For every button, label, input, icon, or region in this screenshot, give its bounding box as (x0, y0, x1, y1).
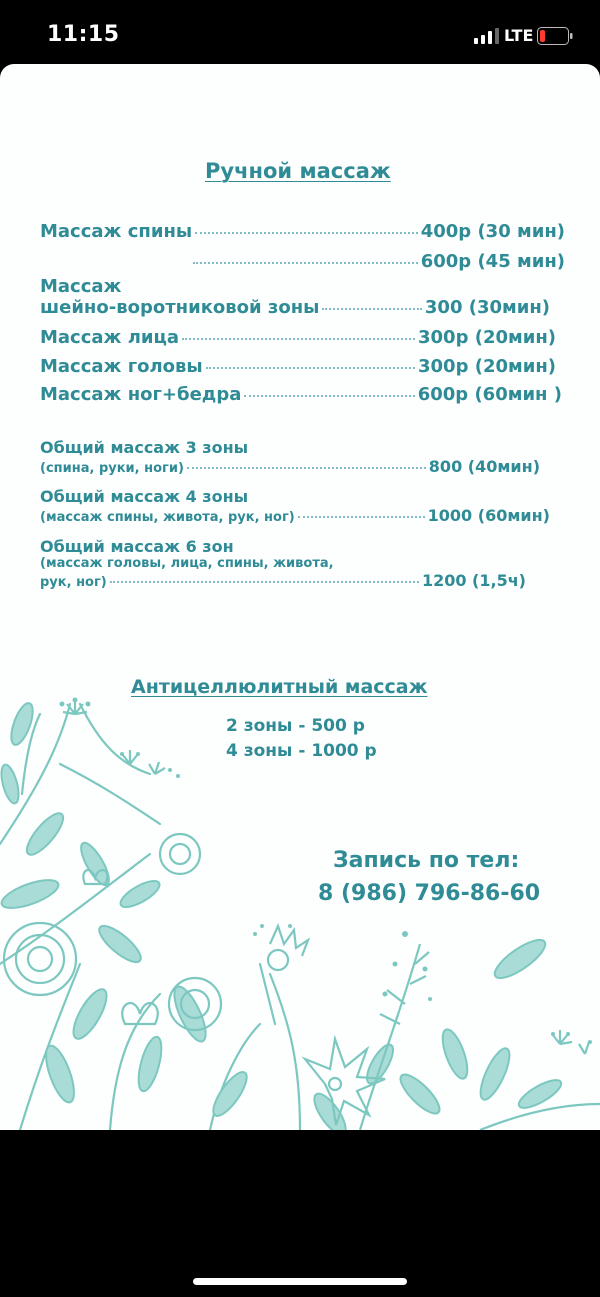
manual-massage-title: Ручной массаж (205, 159, 391, 183)
dot-leader (244, 395, 414, 397)
battery-icon (537, 27, 573, 45)
service-price: 300 (30мин) (424, 297, 550, 318)
service-price: 300р (20мин) (418, 356, 556, 377)
general-massage-title: Общий массаж 6 зон (40, 537, 234, 556)
status-bar (0, 0, 600, 66)
general-massage-row (40, 487, 550, 525)
anti-cellulite-item: 4 зоны - 1000 р (226, 741, 377, 761)
anti-cellulite-prices (226, 714, 377, 764)
general-massage-detail: (массаж спины, живота, рук, ног) (40, 510, 295, 525)
general-massage-detail: (спина, руки, ноги) (40, 461, 184, 476)
price-row (190, 251, 565, 272)
general-massage-row (40, 438, 540, 476)
general-massage-detail-line1: (массаж головы, лица, спины, живота, (40, 556, 334, 571)
general-massage-title: Общий массаж 3 зоны (40, 438, 249, 457)
price-row (40, 221, 565, 242)
service-name: шейно-воротниковой зоны (40, 297, 320, 318)
dot-leader (187, 467, 426, 469)
service-name: Массаж спины (40, 221, 193, 242)
price-row (40, 356, 556, 377)
dot-leader (322, 308, 421, 310)
status-time: 11:15 (47, 22, 120, 47)
general-massage-price: 800 (40мин) (428, 457, 540, 476)
contact-block (318, 844, 540, 910)
service-price: 600р (45 мин) (420, 251, 565, 272)
dot-leader (206, 367, 415, 369)
price-row (40, 384, 562, 405)
service-price: 300р (20мин) (418, 327, 556, 348)
service-price: 600р (60мин ) (417, 384, 562, 405)
general-massage-detail: рук, ног) (40, 575, 107, 590)
cellular-signal-icon (474, 28, 500, 44)
contact-label: Запись по тел: (333, 848, 520, 873)
service-price: 400р (30 мин) (420, 221, 565, 242)
anti-cellulite-title: Антицеллюлитный массаж (131, 676, 428, 698)
dot-leader (195, 232, 418, 234)
price-list-image (0, 64, 600, 1130)
general-massage-price: 1200 (1,5ч) (421, 571, 526, 590)
dot-leader (182, 338, 415, 340)
anti-cellulite-item: 2 зоны - 500 р (226, 716, 365, 736)
price-row (40, 276, 565, 318)
dot-leader (298, 516, 425, 518)
dot-leader (110, 581, 419, 583)
network-type: LTE (504, 26, 534, 45)
dot-leader (193, 262, 418, 264)
general-massage-row (40, 537, 526, 590)
service-name: Массаж ног+бедра (40, 384, 242, 405)
service-name: Массаж головы (40, 356, 203, 377)
general-massage-price: 1000 (60мин) (427, 506, 550, 525)
price-row (40, 327, 556, 348)
home-indicator[interactable] (193, 1278, 407, 1285)
contact-phone: 8 (986) 796-86-60 (318, 881, 541, 906)
service-name: Массаж лица (40, 327, 180, 348)
general-massage-title: Общий массаж 4 зоны (40, 487, 249, 506)
service-name-line1: Массаж (40, 276, 122, 297)
